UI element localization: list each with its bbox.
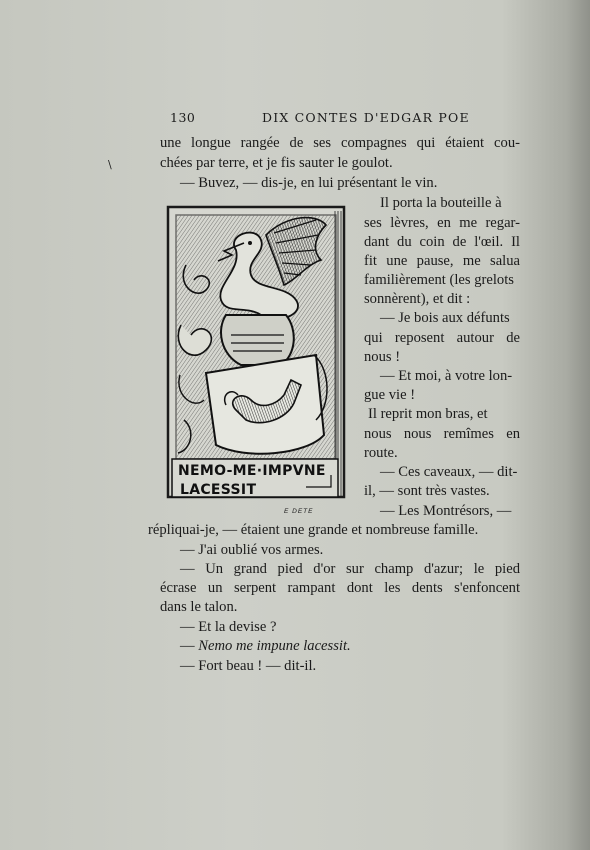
side-line-9: nous ! (364, 349, 401, 365)
side-line-15: — Ces caveaux, — dit- (380, 464, 518, 480)
side-line-13: nous nous remîmes en (364, 426, 520, 442)
margin-mark: \ (108, 158, 112, 171)
side-line-1: Il porta la bouteille à (380, 195, 502, 211)
motto-line-1: NEMO-ME·IMPVNE (178, 463, 326, 479)
side-line-14: route. (364, 445, 398, 461)
side-line-8: qui reposent autour de (364, 330, 520, 346)
text-line-7: écrase un serpent rampant dont les dents s'enfoncent (160, 580, 520, 596)
side-line-2: ses lèvres, en me regar- (364, 215, 520, 231)
text-line-9: — Et la devise ? (180, 619, 277, 635)
motto-quote: Nemo me impune lacessit. (198, 638, 351, 654)
text-line-4: répliquai-je, — étaient une grande et nombreuse famille. (148, 522, 479, 538)
side-line-17: — Les Montrésors, — (380, 503, 512, 519)
engraving-svg (166, 205, 352, 501)
text-line-5: — J'ai oublié vos armes. (180, 542, 324, 558)
text-line-8: dans le talon. (160, 599, 238, 615)
text-line-10 (180, 638, 540, 655)
side-line-6: sonnèrent), et dit : (364, 291, 471, 307)
text-line-2: chées par terre, et je fis sauter le goulot. (160, 155, 393, 171)
coat-of-arms-illustration (166, 205, 352, 501)
side-line-11: gue vie ! (364, 387, 416, 403)
dash: — (180, 638, 199, 654)
side-line-10: — Et moi, à votre lon- (380, 368, 513, 384)
side-line-3: dant du coin de l'œil. Il (364, 234, 520, 250)
side-line-7: — Je bois aux défunts (380, 310, 510, 326)
page-number: 130 (170, 110, 196, 125)
running-title: DIX CONTES D'EDGAR POE (262, 110, 470, 125)
side-line-16: il, — sont très vastes. (364, 483, 490, 499)
side-line-4: fit une pause, me salua (364, 253, 520, 269)
artist-credit: E DETE (284, 508, 314, 515)
side-line-5: familièrement (les grelots (364, 272, 514, 288)
text-line-1: une longue rangée de ses compagnes qui étaient cou- (160, 135, 520, 151)
text-line-11: — Fort beau ! — dit-il. (180, 658, 317, 674)
text-line-6: — Un grand pied d'or sur champ d'azur; le pied (180, 561, 520, 577)
side-line-12: Il reprit mon bras, et (368, 406, 488, 422)
text-line-3: — Buvez, — dis-je, en lui présentant le vin. (180, 175, 438, 191)
motto-line-2: LACESSIT (180, 482, 257, 498)
